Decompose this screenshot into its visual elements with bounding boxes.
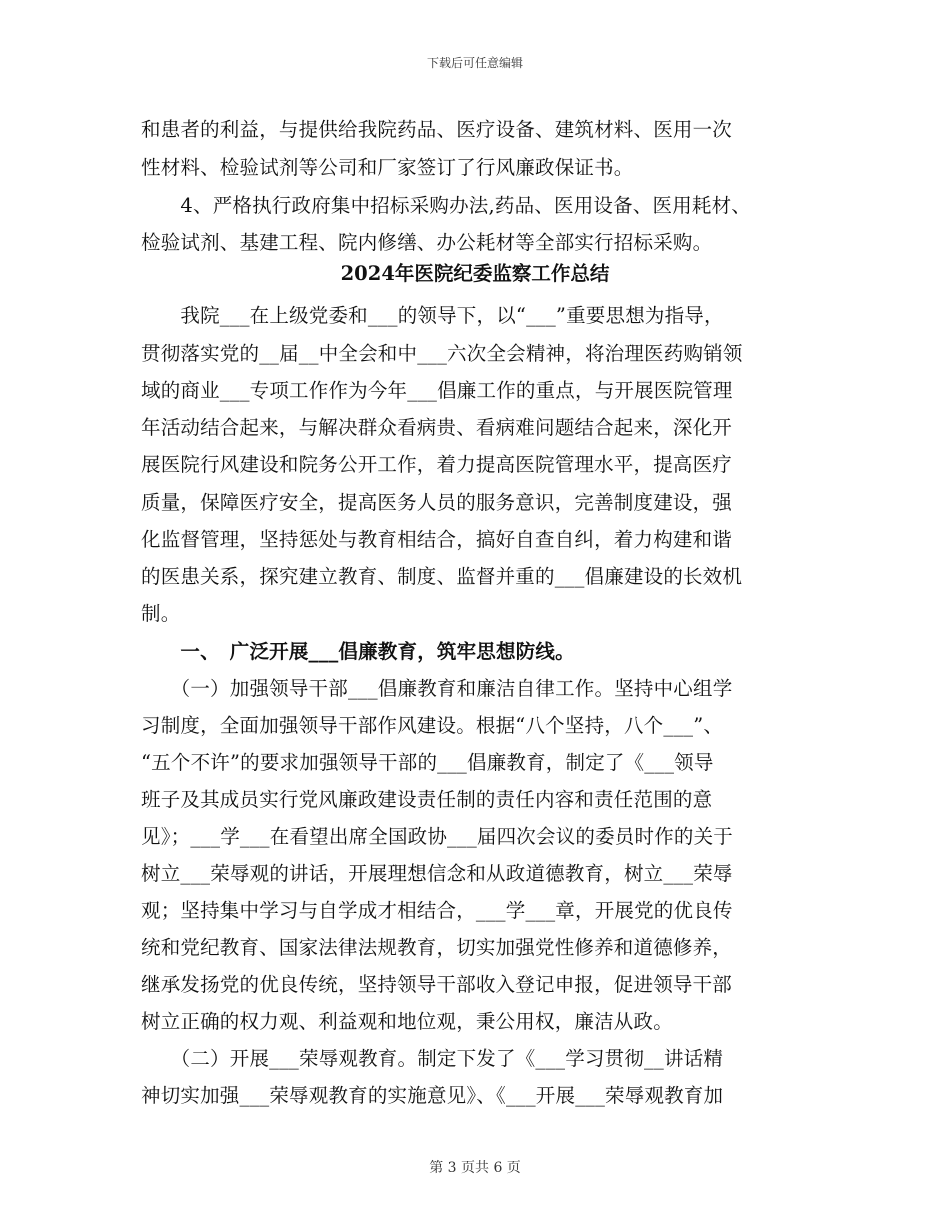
body-line: 我院___在上级党委和___的领导下，以“___”重要思想为指导， — [141, 304, 724, 327]
body-line: 树立___荣辱观的讲话，开展理想信念和从政道德教育，树立___荣辱 — [141, 862, 733, 885]
page-header: 下载后可任意编辑 — [426, 56, 523, 70]
body-line: 性材料、检验试剂等公司和厂家签订了行风廉政保证书。 — [141, 156, 634, 179]
body-line: 树立正确的权力观、利益观和地位观，秉公用权，廉洁从政。 — [141, 1010, 673, 1033]
body-line: 年活动结合起来，与解决群众看病贵、看病难问题结合起来，深化开 — [141, 416, 733, 439]
section-heading: 一、 广泛开展___倡廉教育，筑牢思想防线。 — [141, 640, 575, 663]
body-line: 质量，保障医疗安全，提高医务人员的服务意识，完善制度建设，强 — [141, 491, 733, 514]
body-line: 继承发扬党的优良传统，坚持领导干部收入登记申报，促进领导干部 — [141, 973, 733, 996]
body-line: 和患者的利益，与提供给我院药品、医疗设备、建筑材料、医用一次 — [141, 118, 733, 141]
body-line: 检验试剂、基建工程、院内修缮、办公耗材等全部实行招标采购。 — [141, 231, 713, 254]
body-line: 制。 — [141, 602, 181, 625]
body-line: 见》；___学___在看望出席全国政协___届四次会议的委员时作的关于 — [141, 825, 734, 848]
body-line: 展医院行风建设和院务公开工作，着力提高医院管理水平，提高医疗 — [141, 453, 733, 476]
body-line: 贯彻落实党的__届__中全会和中___六次全会精神，将治理医药购销领 — [141, 342, 743, 365]
body-line: “五个不许”的要求加强领导干部的___倡廉教育，制定了《___领导 — [141, 751, 714, 774]
body-line: （一）加强领导干部___倡廉教育和廉洁自律工作。坚持中心组学 — [141, 677, 733, 700]
body-line: 统和党纪教育、国家法律法规教育，切实加强党性修养和道德修养， — [141, 936, 733, 959]
body-line: 习制度，全面加强领导干部作风建设。根据“八个坚持，八个___”、 — [141, 714, 724, 737]
body-line: 4、严格执行政府集中招标采购办法,药品、医用设备、医用耗材、 — [141, 194, 752, 217]
document-title: 2024年医院纪委监察工作总结 — [340, 262, 610, 285]
body-line: 域的商业___专项工作作为今年___倡廉工作的重点，与开展医院管理 — [141, 379, 733, 402]
body-line: 神切实加强___荣辱观教育的实施意见》、《___开展___荣辱观教育加 — [141, 1084, 724, 1107]
body-line: （二）开展___荣辱观教育。制定下发了《___学习贯彻__讲话精 — [141, 1047, 724, 1070]
body-line: 观；坚持集中学习与自学成才相结合，___学___章，开展党的优良传 — [141, 899, 733, 922]
page-footer: 第 3 页共 6 页 — [429, 1160, 521, 1176]
body-line: 的医患关系，探究建立教育、制度、监督并重的___倡廉建设的长效机 — [141, 565, 743, 588]
body-line: 化监督管理，坚持惩处与教育相结合，搞好自查自纠，着力构建和谐 — [141, 528, 733, 551]
body-line: 班子及其成员实行党风廉政建设责任制的责任内容和责任范围的意 — [141, 788, 713, 811]
